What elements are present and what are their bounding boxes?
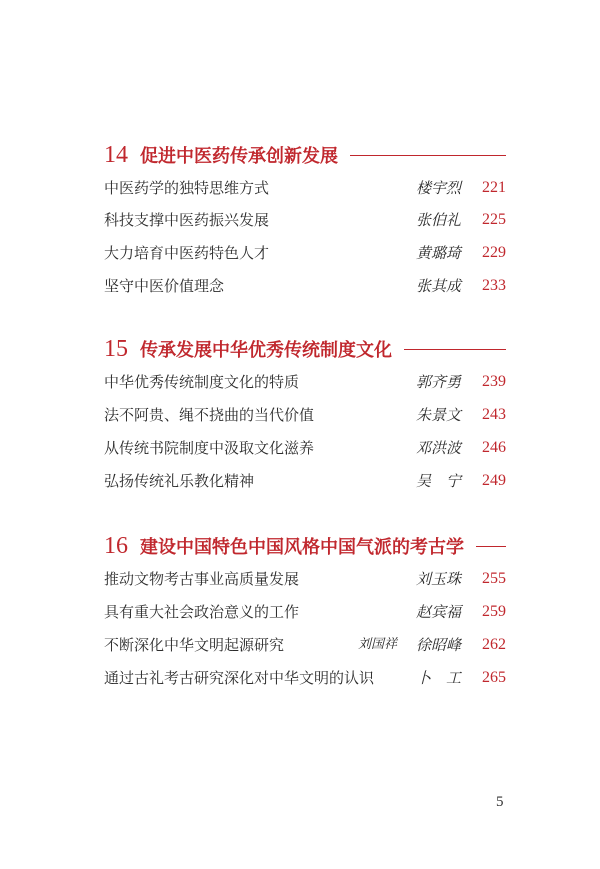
entry-page: 246: [482, 439, 506, 456]
entry-page: 265: [482, 669, 506, 686]
entry-author: 邓洪波: [416, 439, 462, 457]
entry-title: 从传统书院制度中汲取文化滋养: [104, 439, 315, 457]
entry-title: 弘扬传统礼乐教化精神: [104, 472, 255, 490]
entry-title: 推动文物考古事业高质量发展: [104, 570, 300, 588]
entry-author: 赵宾福: [416, 603, 462, 621]
entry-page: 243: [482, 406, 506, 423]
section-heading: [104, 140, 506, 170]
entry-title: 中医药学的独特思维方式: [104, 179, 270, 197]
entry-author: 张伯礼: [416, 211, 462, 229]
entry-title: 坚守中医价值理念: [104, 277, 225, 295]
entry-author: 刘玉珠: [416, 570, 462, 588]
toc-entry[interactable]: [104, 436, 506, 460]
section-rule: [404, 349, 506, 350]
section-number: 16: [104, 532, 128, 559]
toc-entry[interactable]: [104, 176, 506, 200]
entry-title: 科技支撑中医药振兴发展: [104, 211, 270, 229]
entry-page: 249: [482, 472, 506, 489]
page-number: 5: [496, 794, 504, 810]
section-number: 15: [104, 335, 128, 362]
entry-title: 不断深化中华文明起源研究: [104, 636, 285, 654]
entry-page: 233: [482, 277, 506, 294]
entry-author: 张其成: [416, 277, 462, 295]
entry-author: 黄璐琦: [416, 244, 462, 262]
toc-entry[interactable]: [104, 241, 506, 265]
entry-author: 卜 工: [416, 669, 462, 687]
entry-author: 郭齐勇: [416, 373, 462, 391]
entry-author: 朱景文: [416, 406, 462, 424]
toc-entry[interactable]: [104, 370, 506, 394]
section-rule: [350, 155, 506, 156]
entry-title: 通过古礼考古研究深化对中华文明的认识: [104, 669, 375, 687]
toc-entry[interactable]: [104, 274, 506, 298]
toc-entry[interactable]: [104, 469, 506, 493]
entry-author: 楼宇烈: [416, 179, 462, 197]
entry-page: 229: [482, 244, 506, 261]
section-heading: [104, 531, 506, 561]
section-title: 建设中国特色中国风格中国气派的考古学: [140, 537, 464, 558]
entry-title: 法不阿贵、绳不挠曲的当代价值: [104, 406, 315, 424]
entry-page: 221: [482, 179, 506, 196]
toc-section-16: [104, 531, 506, 687]
section-title: 促进中医药传承创新发展: [140, 146, 338, 167]
entry-page: 259: [482, 603, 506, 620]
entry-page: 255: [482, 570, 506, 587]
entry-author: 徐昭峰: [416, 636, 462, 654]
entry-page: 225: [482, 211, 506, 228]
entry-author: 吴 宁: [416, 472, 462, 490]
section-title: 传承发展中华优秀传统制度文化: [140, 340, 392, 361]
toc-entry[interactable]: [104, 633, 506, 657]
entry-page: 239: [482, 373, 506, 390]
entry-title: 中华优秀传统制度文化的特质: [104, 373, 300, 391]
entry-co-author: 刘国祥: [358, 637, 398, 652]
toc-entry[interactable]: [104, 567, 506, 591]
toc-section-15: [104, 334, 506, 490]
entry-page: 262: [482, 636, 506, 653]
toc-entry[interactable]: [104, 403, 506, 427]
toc-entry[interactable]: [104, 208, 506, 232]
section-number: 14: [104, 141, 128, 168]
section-heading: [104, 334, 506, 364]
toc-entry[interactable]: [104, 666, 506, 690]
section-rule: [476, 546, 506, 547]
toc-section-14: [104, 140, 506, 295]
toc-entry[interactable]: [104, 600, 506, 624]
entry-title: 大力培育中医药特色人才: [104, 244, 270, 262]
entry-title: 具有重大社会政治意义的工作: [104, 603, 300, 621]
